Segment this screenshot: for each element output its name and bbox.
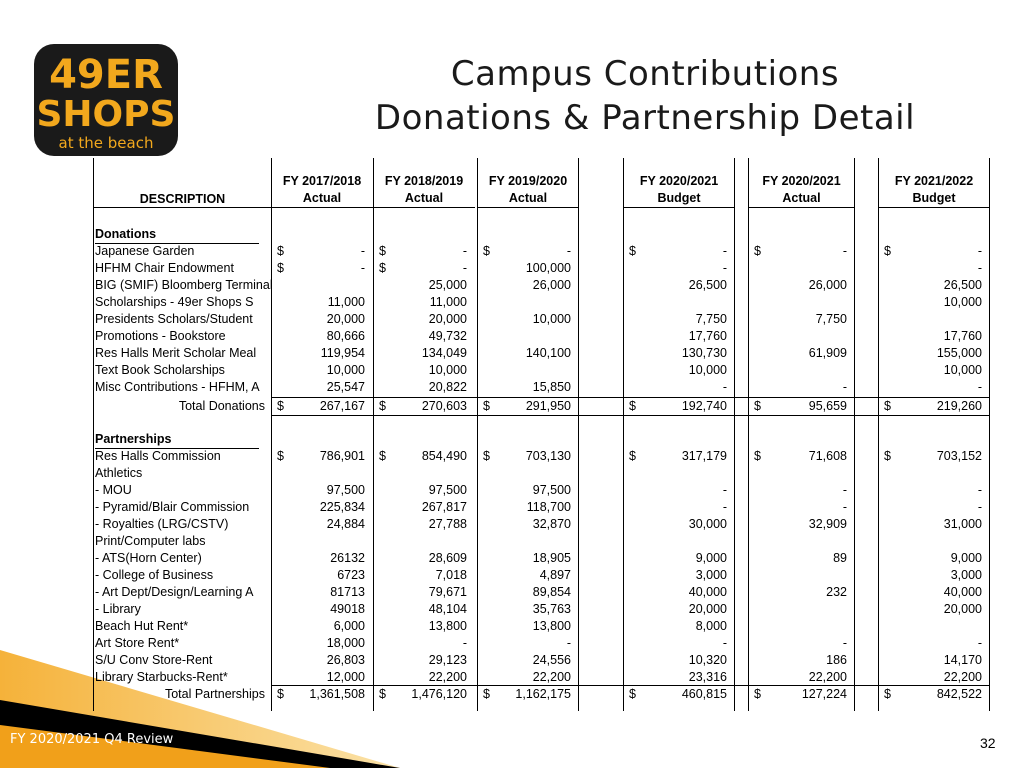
dollar-sign: $	[379, 244, 386, 258]
row-value: 1,162,175	[515, 687, 571, 701]
row-value: 786,901	[319, 449, 365, 463]
row-value: 1,476,120	[411, 687, 467, 701]
table-row	[93, 482, 990, 499]
row-value	[271, 533, 365, 550]
row-value: 49,732	[428, 329, 467, 343]
partnerships-total-rule	[271, 685, 990, 686]
row-value: 20,822	[428, 380, 467, 394]
row-value: -	[977, 636, 982, 650]
row-value: -	[722, 483, 727, 497]
row-value: 15,850	[532, 380, 571, 394]
table-row	[93, 465, 990, 482]
row-description: Res Halls Commission	[95, 449, 221, 463]
row-value: -	[722, 261, 727, 275]
row-value: 17,760	[688, 329, 727, 343]
partnerships-heading: Partnerships	[95, 431, 259, 449]
row-value	[878, 465, 982, 482]
row-value: 3,000	[950, 568, 982, 582]
total-label: Total Donations	[178, 399, 265, 413]
logo-line1: 49ER	[49, 52, 163, 98]
header-year: FY 2020/2021	[639, 174, 719, 188]
row-description: Art Store Rent*	[95, 636, 180, 650]
row-value: 10,320	[688, 653, 727, 667]
row-description: HFHM Chair Endowment	[95, 261, 234, 275]
row-value: 1,361,508	[309, 687, 365, 701]
row-value: 20,000	[326, 312, 365, 326]
table-row	[93, 362, 990, 379]
row-value: 32,870	[532, 517, 571, 531]
row-value: 703,152	[936, 449, 982, 463]
row-value	[477, 533, 571, 550]
row-description: Presidents Scholars/Student	[95, 312, 253, 326]
donations-total-row	[93, 398, 990, 415]
49er-shops-logo	[32, 42, 180, 158]
row-value: 18,905	[532, 551, 571, 565]
header-description-label: DESCRIPTION	[139, 192, 226, 206]
row-value: -	[722, 380, 727, 394]
row-value: 20,000	[688, 602, 727, 616]
header-year: FY 2018/2019	[384, 174, 464, 188]
row-value: 27,788	[428, 517, 467, 531]
dollar-sign: $	[277, 261, 284, 275]
row-value: 291,950	[525, 399, 571, 413]
row-value: -	[842, 380, 847, 394]
table-row	[93, 618, 990, 635]
table-row	[93, 260, 990, 277]
dollar-sign: $	[884, 687, 891, 701]
row-value: -	[462, 244, 467, 258]
row-value: 127,224	[801, 687, 847, 701]
row-value: 95,659	[808, 399, 847, 413]
row-value: 10,000	[326, 363, 365, 377]
page-number: 32	[980, 735, 996, 751]
logo-line2: SHOPS	[36, 94, 176, 135]
row-value: 80,666	[326, 329, 365, 343]
row-value: 118,700	[526, 500, 571, 514]
row-value: 81713	[330, 585, 365, 599]
row-value: 26,500	[688, 278, 727, 292]
row-value: 9,000	[695, 551, 727, 565]
row-value: 26,000	[808, 278, 847, 292]
row-value: 29,123	[428, 653, 467, 667]
table-row	[93, 277, 990, 294]
row-value: -	[360, 261, 365, 275]
row-value	[477, 294, 571, 311]
row-value: 703,130	[525, 449, 571, 463]
header-col-0	[271, 158, 373, 208]
row-description: Text Book Scholarships	[95, 363, 225, 377]
row-description: Misc Contributions - HFHM, A	[95, 380, 260, 394]
row-value	[748, 328, 847, 345]
dollar-sign: $	[277, 399, 284, 413]
dollar-sign: $	[884, 244, 891, 258]
header-kind: Actual	[302, 191, 342, 205]
donations-total-underline	[271, 415, 990, 416]
row-description: Beach Hut Rent*	[95, 619, 189, 633]
row-value	[477, 465, 571, 482]
header-col-2	[477, 158, 579, 208]
row-value: 26132	[330, 551, 365, 565]
dollar-sign: $	[483, 399, 490, 413]
row-description: - Pyramid/Blair Commission	[95, 500, 250, 514]
dollar-sign: $	[277, 687, 284, 701]
header-kind: Budget	[912, 191, 956, 205]
table-row	[93, 379, 990, 396]
header-kind: Actual	[404, 191, 444, 205]
row-value: 6723	[337, 568, 365, 582]
row-value	[271, 277, 365, 294]
row-description: - Art Dept/Design/Learning A	[95, 585, 254, 599]
table-row	[93, 516, 990, 533]
row-value	[748, 465, 847, 482]
header-col-3	[623, 158, 735, 208]
table-row	[93, 567, 990, 584]
header-kind: Actual	[508, 191, 548, 205]
dollar-sign: $	[379, 449, 386, 463]
row-value: -	[977, 380, 982, 394]
row-value	[748, 260, 847, 277]
row-value: -	[977, 261, 982, 275]
dollar-sign: $	[754, 399, 761, 413]
row-value: -	[842, 500, 847, 514]
row-value: 186	[826, 653, 847, 667]
row-value: 97,500	[532, 483, 571, 497]
row-value: 317,179	[681, 449, 727, 463]
logo-line3: at the beach	[58, 134, 154, 152]
row-value: -	[842, 483, 847, 497]
row-value: 22,200	[428, 670, 467, 684]
table-row	[93, 328, 990, 345]
row-description: Res Halls Merit Scholar Meal	[95, 346, 257, 360]
row-value: 48,104	[428, 602, 467, 616]
row-value: 267,167	[319, 399, 365, 413]
row-description: Scholarships - 49er Shops S	[95, 295, 254, 309]
dollar-sign: $	[379, 399, 386, 413]
row-value	[623, 465, 727, 482]
row-value: 20,000	[943, 602, 982, 616]
row-value: 26,500	[943, 278, 982, 292]
row-value: 11,000	[429, 295, 467, 309]
row-value: 30,000	[688, 517, 727, 531]
row-value: 13,800	[428, 619, 467, 633]
row-value: 4,897	[539, 568, 571, 582]
row-value: 192,740	[681, 399, 727, 413]
row-description: - ATS(Horn Center)	[95, 551, 202, 565]
row-description: Library Starbucks-Rent*	[95, 670, 228, 684]
total-label: Total Partnerships	[164, 687, 265, 701]
row-value: 7,018	[435, 568, 467, 582]
row-value: -	[842, 636, 847, 650]
row-value	[748, 362, 847, 379]
row-value: -	[977, 483, 982, 497]
row-value	[878, 618, 982, 635]
row-value: 100,000	[525, 261, 571, 275]
dollar-sign: $	[483, 449, 490, 463]
footer-label: FY 2020/2021 Q4 Review	[10, 732, 174, 747]
table-row	[93, 499, 990, 516]
row-value	[477, 328, 571, 345]
table-row	[93, 584, 990, 601]
row-value: 23,316	[688, 670, 727, 684]
table-row	[93, 311, 990, 328]
row-value	[878, 311, 982, 328]
header-year: FY 2020/2021	[762, 174, 841, 188]
row-value: 460,815	[681, 687, 727, 701]
title-line1: Campus Contributions	[450, 54, 840, 94]
row-description: - Library	[95, 602, 141, 616]
row-value: 11,000	[327, 295, 365, 309]
row-value: 97,500	[428, 483, 467, 497]
row-value: 79,671	[428, 585, 467, 599]
row-value: 40,000	[943, 585, 982, 599]
row-value: -	[462, 261, 467, 275]
header-col-5	[878, 158, 990, 208]
row-value: 97,500	[326, 483, 365, 497]
row-value	[271, 465, 365, 482]
row-value: 20,000	[428, 312, 467, 326]
row-description: S/U Conv Store-Rent	[95, 653, 213, 667]
dollar-sign: $	[629, 687, 636, 701]
row-value: -	[722, 636, 727, 650]
row-value: 267,817	[421, 500, 467, 514]
row-value: 270,603	[421, 399, 467, 413]
dollar-sign: $	[754, 244, 761, 258]
row-value: 32,909	[808, 517, 847, 531]
row-value	[623, 533, 727, 550]
header-col-4	[748, 158, 855, 208]
row-value: 7,750	[815, 312, 847, 326]
header-kind: Actual	[782, 191, 821, 205]
row-value: 22,200	[532, 670, 571, 684]
table-row	[93, 448, 990, 465]
row-value: 25,547	[326, 380, 365, 394]
row-value: 10,000	[428, 363, 467, 377]
dollar-sign: $	[277, 449, 284, 463]
donations-total-rule	[271, 397, 990, 398]
row-value: -	[566, 244, 571, 258]
dollar-sign: $	[754, 687, 761, 701]
dollar-sign: $	[379, 261, 386, 275]
row-value: 8,000	[695, 619, 727, 633]
row-value	[748, 601, 847, 618]
row-value: -	[722, 244, 727, 258]
row-value: 7,750	[695, 312, 727, 326]
row-value: 842,522	[936, 687, 982, 701]
row-value: 232	[826, 585, 847, 599]
row-description: - Royalties (LRG/CSTV)	[95, 517, 229, 531]
dollar-sign: $	[884, 449, 891, 463]
donations-heading: Donations	[95, 226, 259, 244]
row-value: 134,049	[421, 346, 467, 360]
row-value: 854,490	[421, 449, 467, 463]
row-value: 10,000	[532, 312, 571, 326]
row-value: 89	[833, 551, 847, 565]
row-description: Athletics	[95, 466, 143, 480]
row-value: 61,909	[808, 346, 847, 360]
row-description: - MOU	[95, 483, 132, 497]
row-value: 12,000	[326, 670, 365, 684]
partnerships-total-row	[93, 686, 990, 703]
row-value: 22,200	[808, 670, 847, 684]
table-row	[93, 550, 990, 567]
table-row	[93, 243, 990, 260]
row-value: 10,000	[943, 295, 982, 309]
row-value: 71,608	[808, 449, 847, 463]
title-line2: Donations & Partnership Detail	[374, 98, 916, 138]
table-row	[93, 652, 990, 669]
table-row	[93, 669, 990, 686]
row-value: 225,834	[319, 500, 365, 514]
contributions-table	[93, 158, 990, 711]
dollar-sign: $	[629, 449, 636, 463]
row-value: 219,260	[936, 399, 982, 413]
row-value	[477, 362, 571, 379]
dollar-sign: $	[754, 449, 761, 463]
row-value: -	[977, 244, 982, 258]
section-label-partnerships	[93, 431, 990, 448]
dollar-sign: $	[483, 244, 490, 258]
row-value: -	[722, 500, 727, 514]
row-value: -	[977, 500, 982, 514]
row-value: 10,000	[688, 363, 727, 377]
table-row	[93, 345, 990, 362]
row-description: BIG (SMIF) Bloomberg Terminal	[95, 278, 273, 292]
row-value: 3,000	[695, 568, 727, 582]
dollar-sign: $	[277, 244, 284, 258]
table-row	[93, 601, 990, 618]
row-value: 17,760	[943, 329, 982, 343]
slide-title	[300, 52, 990, 140]
row-value	[748, 618, 847, 635]
row-value: 155,000	[936, 346, 982, 360]
row-value	[878, 533, 982, 550]
row-value: 13,800	[532, 619, 571, 633]
row-value: -	[566, 636, 571, 650]
header-description	[93, 158, 272, 208]
row-value: 31,000	[943, 517, 982, 531]
table-row	[93, 533, 990, 550]
row-value: 40,000	[688, 585, 727, 599]
row-value: 9,000	[950, 551, 982, 565]
row-value	[748, 294, 847, 311]
row-value: 119,954	[320, 346, 365, 360]
dollar-sign: $	[629, 399, 636, 413]
row-value: 10,000	[943, 363, 982, 377]
row-value: 24,556	[532, 653, 571, 667]
row-value: -	[360, 244, 365, 258]
row-value: 35,763	[532, 602, 571, 616]
row-value: 26,803	[326, 653, 365, 667]
row-description: - College of Business	[95, 568, 214, 582]
row-value: 6,000	[333, 619, 365, 633]
row-description: Promotions - Bookstore	[95, 329, 226, 343]
row-value: 130,730	[681, 346, 727, 360]
header-year: FY 2019/2020	[488, 174, 568, 188]
row-value: 25,000	[428, 278, 467, 292]
header-kind: Budget	[657, 191, 701, 205]
section-label-donations	[93, 226, 990, 243]
row-value: 22,200	[943, 670, 982, 684]
row-value: 89,854	[532, 585, 571, 599]
row-value	[373, 465, 467, 482]
row-value: 24,884	[326, 517, 365, 531]
row-description: Japanese Garden	[95, 244, 195, 258]
row-description: Print/Computer labs	[95, 534, 206, 548]
header-col-1	[373, 158, 475, 208]
row-value	[373, 533, 467, 550]
row-value: 140,100	[525, 346, 571, 360]
table-row	[93, 635, 990, 652]
row-value: 49018	[330, 602, 365, 616]
row-value: 14,170	[943, 653, 982, 667]
row-value	[623, 294, 727, 311]
dollar-sign: $	[379, 687, 386, 701]
row-value: 28,609	[428, 551, 467, 565]
row-value: -	[842, 244, 847, 258]
row-value	[748, 567, 847, 584]
row-value: 26,000	[532, 278, 571, 292]
header-year: FY 2021/2022	[894, 174, 974, 188]
row-value	[748, 533, 847, 550]
dollar-sign: $	[483, 687, 490, 701]
dollar-sign: $	[884, 399, 891, 413]
header-year: FY 2017/2018	[282, 174, 362, 188]
dollar-sign: $	[629, 244, 636, 258]
row-value: -	[462, 636, 467, 650]
row-value: 18,000	[326, 636, 365, 650]
table-row	[93, 294, 990, 311]
